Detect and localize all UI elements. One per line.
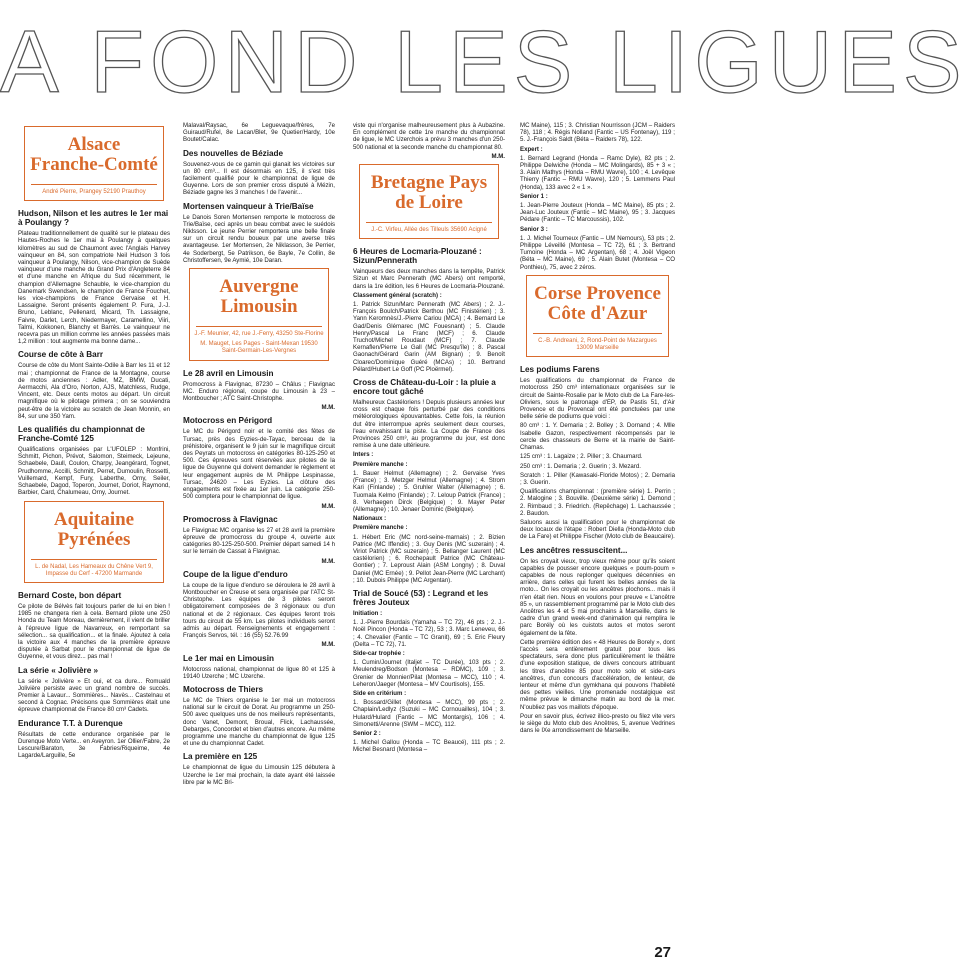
article-body: Malaval/Raysac, 6e Leguevaque/frères, 7e Guiraud/Rufel, 8e Lacan/Blet, 9e Quetier/Hardy, 10e Boutet/Calac. [183, 122, 335, 144]
divider [31, 184, 157, 185]
results-body: 1. Bernard Legrand (Honda – Ramc Dyle), 82 pts ; 2. Philippe Delwiche (Honda – MC Molingards), 85 + 3 « ; 3. Alain Mathys (Honda – RMU Wavre), 100 ; 4. Levêque Thierry (Fantic – RMU Wavre), 120 ; 5. Lemmens Paul (Honda), 133 avec 2 « 1 ». [520, 154, 675, 191]
results-label: Première manche : [353, 524, 408, 532]
article-body: Pour en savoir plus, écrivez illico-presto ou filez vite vers le siège du Moto club des Ancêtres, 5, avenue Vedrines dans le IXe arrondissement de Marseille. [520, 712, 675, 735]
article-heading: Promocross à Flavignac [183, 514, 278, 524]
league-box-alsace [24, 126, 164, 201]
column-4 [520, 122, 675, 940]
results-body: 1. Michel Gallou (Honda – TC Beaucé), 111 pts ; 2. Michel Besnard (Montesa – [353, 739, 505, 754]
article-heading: Le 1er mai en Limousin [183, 653, 274, 663]
league-box-auvergne [189, 268, 329, 361]
results-label: Senior 1 : [520, 192, 548, 200]
results-body: 1. J. Michel Tourneux (Fantic – UM Nemours), 53 pts ; 2. Philippe Léveillé (Montesa – TC 72), 61 ; 3. Bertrand Tumoine (Honda – MC Argentan), 68 ; 4. Joël Vigeon (Béta – MC Maine), 69 ; 5. Alain Butet (Montesa – CO Ponthieu), 75, avec 2 zéros. [520, 234, 675, 271]
article-body: La série « Jolivière » Et oui, et ca dure... Romuald Jolivière persiste avec un grand nombre de succès. Premier à Lavaur... Sommières... Navès... Castelnau et second à Cognac. Précisons que Sommières était une épreuve championnat de France 80 cm³ Cadets. [18, 677, 170, 714]
signature: M.M. [491, 152, 505, 160]
results-body: 1. Bossard/Gillet (Montesa – MCC), 99 pts ; 2. Chaplain/Ledlyz (Suzuki – MC Cornouailles), 104 ; 3. Hulard/Hulard (Fantic – MC Montargis), 106 ; 4. Simonetti/Arenne (SWM – MCC), 112. [353, 699, 505, 728]
article-heading: Coupe de la ligue d'enduro [183, 569, 288, 579]
article-body: Cette première édition des « 48 Heures de Borely », dont l'accès sera entièrement gratuit pour tous les spectateurs, sera donc plus particulièrement le théâtre d'une exposition statique, de divers concours attribuant les titres d'ancêtre 85 pour moto solo et side-cars ancêtres, d'un concours d'accélération, de lenteur, de lenteur et même d'un gymkhana qui pouvons l'habileté des pettes vieilles. Une promenade nostalgique est même prévue le dimanche matin au bord de la mer. N'oubliez pas vos maillots d'époque. [520, 638, 675, 711]
article-heading: 6 Heures de Locmaria-Plouzané : Sizun/Pennerath [353, 247, 482, 266]
article-body: Course de côte du Mont Sainte-Odile à Barr les 11 et 12 mai ; championnat de France de la Montagne, course de motos anciennes : Adler, MZ, BMW, Ducati, Aermacchi, Ala d'Oro, Norton, AJS, Matchless, Rudge, Vincent, etc. Deux cents motos au départ. Un circuit magnifique où le pilotage primera ; on se souviendra peut-être de la victoire au scratch de Jean Monnin, en 84, sur une 350 Yam. [18, 362, 170, 420]
league-box-bretagne [359, 164, 499, 239]
article-body: Motocross national, championnat de ligue 80 et 125 à 19140 Uzerche ; MC Uzerche. [183, 665, 335, 680]
article-heading: Le 28 avril en Limousin [183, 368, 274, 378]
article-heading: La série « Jolivière » [18, 665, 99, 675]
results-label: Expert : [520, 145, 543, 153]
article-body: Le MC du Périgord noir et le comité des fêtes de Tursac, près des Eyzies-de-Tayac, berceau de la préhistoire, organisent le 9 juin sur le magnifique circuit des Peyrats un motocross en catégories 80-125-250 et 500. Ces épreuves sont réservées aux pilotes de la ligue de Guyenne qui doivent demander le règlement et leur engagement auprès de M. Philippe Lespinasse, Tursac, 24620 – Les Eyzies. La clôture des engagements est fixée au 1er juin. La catégorie 250-500 comptera pour le championnat de ligue. [183, 428, 335, 501]
article-heading: Mortensen vainqueur à Trie/Baïse [183, 201, 314, 211]
league-title: Auvergne Limousin [219, 276, 299, 318]
article-body: La coupe de la ligue d'enduro se déroulera le 28 avril à Montboucher en Creuse et sera organisée par l'ATC St-Christophe. Les équipes de 3 pilotes seront obligatoirement composées de 3 régionaux ou d'un national et de 2 régionaux. Ces équipes feront trois tours du circuit de 55 km. Les pilotes individuels seront admis au départ. Renseignements et engagement : François Servos, tél. : 16 (55) 52.76.99 [183, 581, 335, 640]
league-address: L. de Nadal, Les Hameaux du Chêne Vert 9, Impasse du Cerf - 47200 Marmande [35, 563, 153, 577]
article-body: Le championnat de ligue du Limousin 125 débutera à Uzerche le 1er mai prochain, la date ayant été laissée libre par le MC Bri- [183, 764, 335, 786]
results-label: Senior 2 : [353, 729, 381, 737]
divider [196, 326, 322, 327]
league-title: Bretagne Pays de Loire [370, 172, 488, 214]
league-address: J.-C. Virfeu, Allée des Tilleuls 35690 Acigné [371, 227, 487, 234]
results-body: 1. Jean-Pierre Jouteux (Honda – MC Maine), 85 pts ; 2. Jean-Luc Jouteux (Fantic – MC Maine), 95 ; 3. Jacques Pédare (Fantic – TC Marcoussis), 102. [520, 202, 675, 224]
results-label: Classement général (scratch) : [353, 291, 442, 299]
results-label: Inters : [353, 451, 374, 459]
article-body: Plateau traditionnellement de qualité sur le plateau des Hautes-Roches le 1er mai à Poulangy à quelques kilomètres au sud de Chaumont avec l'Anglais Harvey vainqueur en 84, son compatriote Neil Hudson 3 fois vainqueur à Poulangy, Nilson, vice-champion de Suède vainqueur d'une manche du Grand Prix d'Angleterre 84 et d'une manche en Afrique du Sud récemment, le champion d'Allemagne Schauble, le vice-champion du Danemark Swendsen, le champion de France Fouchet, les vice-champions de France Gervaise et H. Lassaigne. Seront présents également P. Fura, J.-J. Bruno, Leblanc, Pellenard, Micard, Th. Lassaigne, Faivre, Darlet, Lerch, Niedermayer, Caramellino, Viiri, Talmi, Kokkonen, Blanchy et Barrès. Le vainqueur ne recevra pas un million comme les années passées mais 1,2 million : tout augmente ma bonne dame... [18, 230, 170, 346]
article-heading: Des nouvelles de Béziade [183, 148, 284, 158]
article-body: Les qualifications du championnat de France de motocross 250 cm³ internationaux organisées sur le circuit de Sainte-Rosalie par le Moto club de La Fare-les-Oliviers, sous le patronage d'EP, de Pastis 51, d'Air Provence et du Provencal ont été ponctuées par une belle série de podiums que voici : [520, 377, 675, 421]
results-body: 1. J.-Pierre Bourdais (Yamaha – TC 72), 46 pts ; 2. J.-Noël Pincon (Honda – TC 72), 53 ; 3. Marc Leneveu, 66 ; 4. Chevalier (Fantic – TC Granit), 69 ; 5. Eric Fleury (Delta – TC 72), 71. [353, 619, 505, 648]
divider [533, 333, 662, 334]
article-heading: Bernard Coste, bon départ [18, 590, 122, 600]
league-title: Aquitaine Pyrénées [53, 508, 135, 550]
article-body: Ce pilote de Bélvès fait toujours parler de lui en bien ! 1985 ne changera rien à cela. Bernard pilote une 250 Honda du Team Moreau, dernièrement, il vient de briller à l'épreuve ligue de Navarreux, en remportant sa sélection... sa qualification... et la finale. Ajoutez à cela la victoire aux 4 manches de la première épreuve disputée à Sarbat pour le championnat de ligue de Guyenne, et vous direz... pas mal ! [18, 602, 170, 661]
masthead-title: A FOND LES LIGUES [0, 12, 968, 111]
article-body: Le Flavignac MC organise les 27 et 28 avril la première épreuve de promocross du groupe 4, ouverte aux catégories 80-125-250-500. Premier départ samedi 14 h sur le terrain de Cassat à Flavignac. [183, 526, 335, 556]
results-label: Senior 3 : [520, 225, 548, 233]
article-heading: Motocross en Périgord [183, 416, 273, 426]
article-body: Résultats de cette endurance organisée par le Durenque Moto Verte... en Aveyron. 1er Ollier/Fabre, 2e Lescure/Baraton, 3e Fabries/Riqueime, 4e Lagarde/Larguille, 5e [18, 730, 170, 760]
signature: M.M. [321, 557, 335, 565]
league-address: André Pierre, Prangey 52190 Prauthoy [42, 189, 146, 195]
results-label: Première manche : [353, 460, 408, 468]
results-body: 1. Cumin/Journet (Italjet – TC Durée), 103 pts ; 2. Meulendreg/Bodson (Montesa – RDMC), 109 ; 3. Grenier de Monnier/Pilat (Montesa – MCC), 110 ; 4. Leheron/Jaeger (Montesa – MV Courtisols), 155. [353, 659, 505, 688]
article-heading: Cross de Château-du-Loir : la pluie a encore tout gâché [353, 378, 496, 397]
article-heading: La première en 125 [183, 752, 258, 762]
divider [366, 222, 492, 223]
league-box-corse [526, 275, 669, 357]
results-body: Scratch : 1. Piller (Kawasaki-Floride Motos) ; 2. Demaria ; 3. Guerin. [520, 471, 675, 486]
article-body: Vainqueurs des deux manches dans la tempête, Patrick Sizun et Marc Pennerath (MC Abers) ont remporté, dans la 1re édition, les 6 Heures de Locmaria-Plouzané. [353, 268, 505, 290]
column-2 [183, 122, 335, 940]
league-box-aquitaine [24, 501, 164, 583]
results-body: 80 cm³ : 1. Y. Demaria ; 2. Bolley ; 3. Dornand ; 4. Mlle Isabelle Gazon, respectivement récompensés par le cercle des chasseurs de Berre et la mairie de Saint-Chamas. [520, 422, 675, 452]
article-heading: Trial de Soucé (53) : Legrand et les frères Jouteux [353, 588, 489, 607]
article-heading: Les qualifiés du championnat de Franche-Comté 125 [18, 425, 145, 444]
league-address: J.-F. Meunier, 42, rue J.-Ferry, 43250 Ste-Florine [194, 331, 324, 338]
article-heading: Course de côte à Barr [18, 350, 104, 360]
results-body: MC Maine), 115 ; 3. Christian Nourrisson (JCM – Raiders 78), 118 ; 4. Régis Nolland (Fantic – US Fontenay), 119 ; 5. J.-François Saldt (Béta – Raiders 78), 122. [520, 122, 675, 144]
results-label: Side en critérium : [353, 689, 407, 697]
league-address: C.-B. Andreani, 2, Rond-Point de Mazargues 13009 Marseille [538, 337, 657, 352]
column-1 [18, 122, 170, 940]
article-body: Promocross à Flavignac, 87230 – Châlus ; Flavignac MC. Enduro régional, coupe du Limousin à 23 – Montboucher ; ATC Saint-Christophe. [183, 380, 335, 403]
results-body: 1. Hébert Eric (MC nord-seine-marnais) ; 2. Bizien Patrice (MC Iffendic) ; 3. Guy Denis (MC suzerain) ; 4. Viriot Patrick (MC suzerain) ; 5. Bellanger Laurent (MC castélorien) ; 6. Rochepault Patrice (MC Château-Gontier) ; 7. Leproust Alain (ASM Longny) ; 8. Duval Daniel (MC Ernée) ; 9. Pellot Jean-Pierre (MC Larchant) ; 10. Dubois Philippe (MC Argentan). [353, 533, 505, 584]
results-body: Qualifications championnat : (première série) 1. Perrin ; 2. Malogine ; 3. Bouville. (Deuxième série) 1. Demond ; 2. Rimbaud ; 3. Friedrich. (Repêchage) 1. Lachaussée ; 2. Baudon. [520, 488, 675, 517]
results-label: Side-car trophée : [353, 649, 405, 657]
results-body: 250 cm³ : 1. Demaria ; 2. Guerin ; 3. Mezard. [520, 462, 641, 470]
article-body: Souvenez-vous de ce gamin qui glanait les victoires sur un 80 cm³... Il est désormais en 125, il s'est très facilement qualifié pour le championnat de ligue de Guyenne. Lors de son premier cross disputé à Mézin, Béziade gagne les 3 manches ! de l'avenir... [183, 160, 335, 197]
results-body: 125 cm³ : 1. Lagaize ; 2. Piller ; 3. Chaumard. [520, 453, 643, 461]
article-body: Le Danois Soren Mortensen remporte le motocross de Trie/Baïse, ceci après un beau combat avec le suédois Niklsson. Le jeune Perrier remportera une belle finale sur un circuit rendu boueux par une averse très avantageuse. 1er Mortensen, 2e Niklasson, 3e Perrier, 4e Soderbergt, 5e Patrikson, 6e Bayle, 7e Collin, 8e Christoffersen, 9e Aymié, 10e Daran. [183, 213, 335, 264]
article-heading: Hudson, Nilson et les autres le 1er mai à Poulangy ? [18, 209, 169, 228]
article-heading: Les podiums Farens [520, 365, 600, 375]
article-body: On les croyait vieux, trop vieux même pour qu'ils soient capables de pousser encore quelques « poum-poum » capables de nous replonger quelques décennies en arrière, dans celles qui furent les belles années de la moto... On les croyait ou les ancêtres plochons... mais il n'en était rien. Nous en voulons pour preuve « L'ancêtre 85 », un rassemblement programmé par le Moto club des Ancêtres les 4 et 5 mai prochains à Marseille, dans le cadre d'un grand week-end d'animation qui remplira le parc Borély où les cuistots autos et motos seront également de la fête. [520, 557, 675, 637]
article-body: Malheureux Castéloriens ! Depuis plusieurs années leur cross est chaque fois perturbé par des conditions météorologiques épouvantables. Cette fois, la réunion dut être interrompue après seulement deux courses, l'eau envahissant la piste. La Coupe de France des Provinces 250 cm³, au programme du jour, est donc remise à une date ultérieure. [353, 399, 505, 450]
results-label: Nationaux : [353, 515, 387, 523]
results-body: 1. Patrick Sizun/Marc Pennerath (MC Abers) ; 2. J.-François Boulch/Patrick Berthou (MC Finistérien) ; 3. Yann Keromnès/J.-Pierre Cariou (MCA) ; 4. Bernard Le Gad/Denis Glémarec (MC Fouesnant) ; 5. Claude Henry/Pascal Le Franc (MCF) ; 6. Claude Truchot/Michel Roudaut (MCF) ; 7. Claude Kernaflen/Pierre Le Gall (MC Presqu'île) ; 8. Pascal Gaonach/Gérard Garin (AM Bignan) ; 9. Benoît Cloarec/Dominique Guéré (MCAs) ; 10. Bertrand Pélard/Hubert Le Goff (PC Ploërmel). [353, 301, 505, 373]
league-address: M. Mauget, Les Pages - Saint-Mexan 19530 Saint-Germain-Les-Vergnes [200, 341, 318, 355]
divider [31, 559, 157, 560]
results-label: Initiation : [353, 609, 383, 617]
article-heading: Les ancêtres ressuscitent... [520, 545, 628, 555]
league-title: Alsace Franche-Comté [30, 134, 158, 175]
article-body: Qualifications organisées par L'UFOLEP : Monfrini, Schmitt, Pichon, Prévot, Salomon, Steimeck, Lejeune, Schaebele, Daull, Coulon, Charpy, Jeangérard, Tognet, Prudhomme, Accilli, Schmitt, Perret, Dumoulin, Rossetti, Vuillemard, Kempf, Fury, Laberthe, Orny, Seiler, Schaebele, Dagod, Toperon, Journet, Doriot, Raymond, Barbier, Card, Chalumeau, Orny, Journet. [18, 446, 170, 497]
signature: M.M. [321, 641, 335, 649]
column-3 [353, 122, 505, 940]
article-body: viste qui n'organise malheureusement plus à Aubazine. En complément de cette 1re manche du championnat de ligue, le MC Uzerchois a prévu 3 manches d'un 250-500 national et la seconde manche du championnat 80. [353, 122, 505, 151]
article-heading: Endurance T.T. à Durenque [18, 718, 123, 728]
league-title: Corse Provence Côte d'Azur [534, 282, 661, 324]
signature: M.M. [321, 404, 335, 412]
signature: M.M. [321, 502, 335, 510]
article-body: Le MC de Thiers organise le 1er mai un motocross national sur le circuit de Dorat. Au programme un 250-500 avec quelques uns de nos meilleurs représentants, donc Vanet, Demont, Broual, Flick, Lachaussée, Debarges, Concordet et bien d'autres encore. Au même programme une manche du championnat de ligue 125 et une du championnat Cadet. [183, 696, 335, 748]
article-body: Saluons aussi la qualification pour le championnat de deux locaux de l'étape : Robert Diella (Honda-Moto club de La Fare) et Philippe Fischer (Moto club de Beaucaire). [520, 518, 675, 541]
page-number: 27 [654, 944, 671, 961]
article-heading: Motocross de Thiers [183, 684, 264, 694]
results-body: 1. Bauer Helmut (Allemagne) ; 2. Gervaise Yves (France) ; 3. Metzger Helmut (Allemagne) ; 4. Strom Kari (Finlande) ; 5. Gruhler Walter (Allemagne) ; 6. Tuomala Kelmo (Finlande) ; 7. Leloup Patrick (France) ; 8. Verhaegen Dirck (Belgique) ; 9. Mayer Peter (Allemagne) ; 10. Jenaer Dominic (Belgique). [353, 469, 505, 513]
